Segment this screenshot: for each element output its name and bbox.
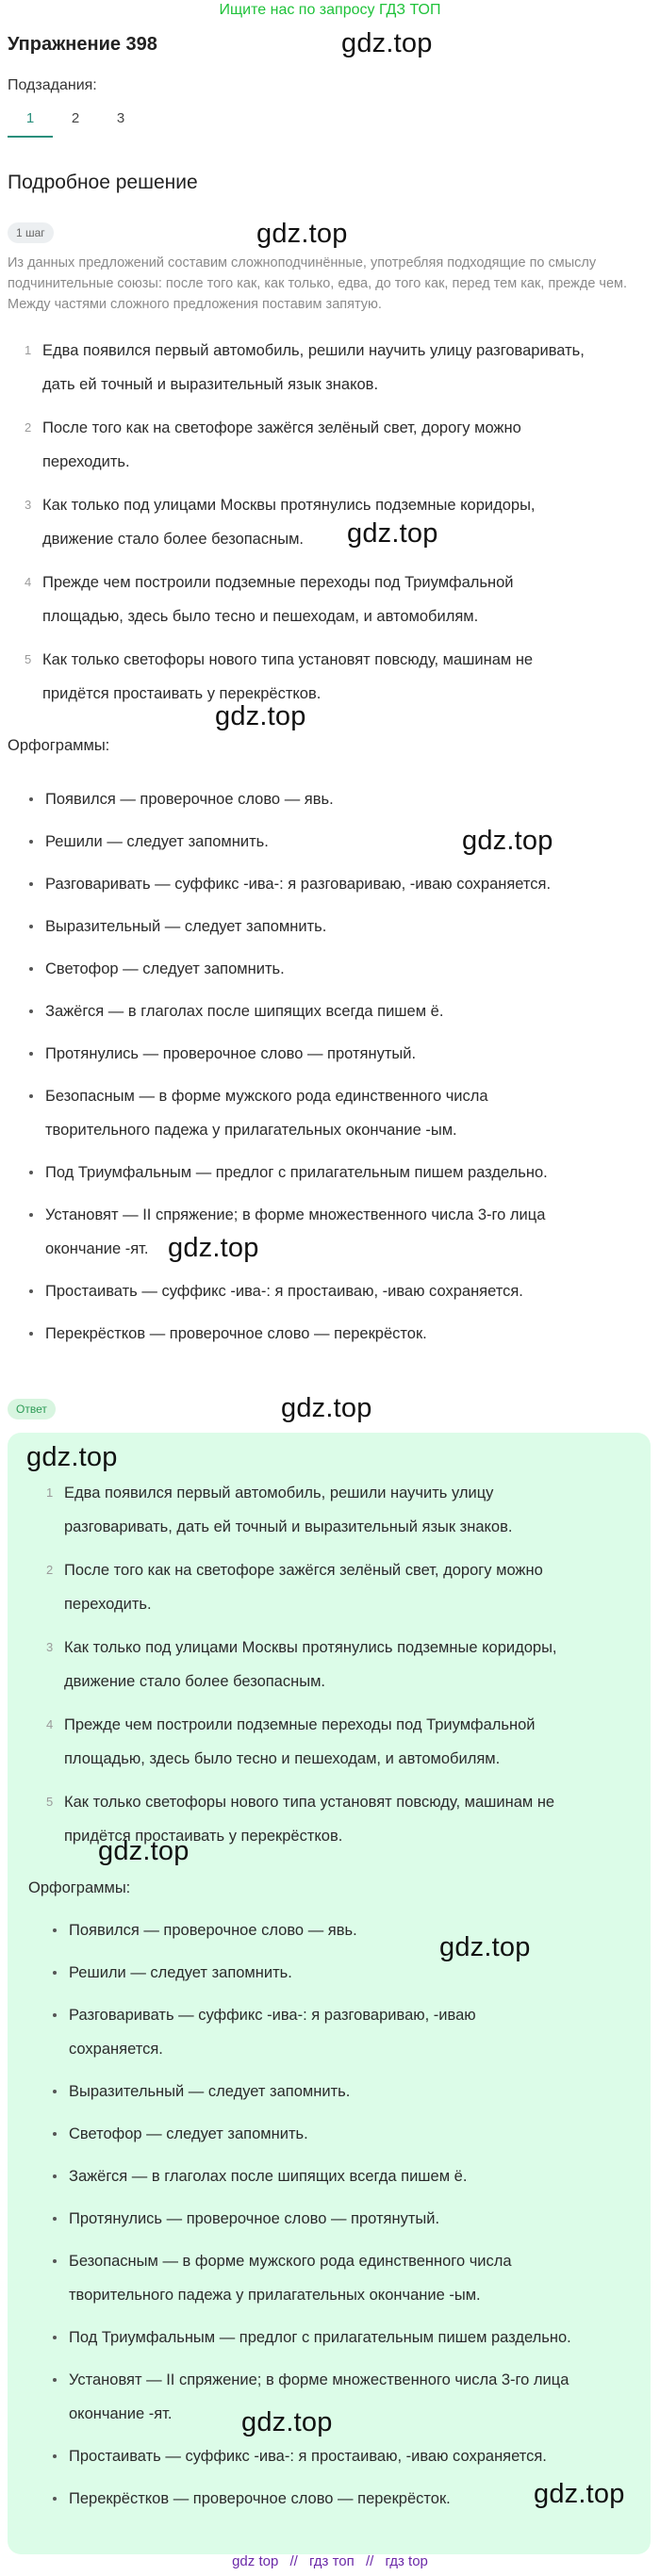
step-badge: 1 шаг: [8, 222, 54, 243]
orthogram-item: [45, 782, 649, 816]
orthogram-item: [69, 2482, 639, 2516]
bullet-icon: [29, 1094, 33, 1098]
solution-heading: Подробное решение: [8, 172, 198, 193]
sentence-line: После того как на светофоре зажёгся зелёный свет, дорогу можно: [42, 419, 521, 436]
orthogram-line: Под Триумфальным — предлог с прилагательным пишем раздельно.: [69, 2329, 571, 2346]
bullet-icon: [29, 1171, 33, 1174]
watermark: gdz.top: [215, 701, 306, 731]
orthogram-line: Выразительный — следует запомнить.: [45, 918, 327, 935]
orthogram-line: Выразительный — следует запомнить.: [69, 2083, 351, 2100]
watermark: gdz.top: [241, 2407, 333, 2437]
sentence-item: [25, 334, 646, 402]
subtask-tab-1[interactable]: 1: [8, 109, 53, 138]
watermark: gdz.top: [98, 1836, 190, 1866]
sentence-line: придётся простаивать у перекрёстков.: [64, 1828, 343, 1845]
orthogram-item: [45, 1079, 649, 1147]
footer-separator: //: [289, 2553, 298, 2569]
orthogram-line: Перекрёстков — проверочное слово — перекрёсток.: [69, 2490, 451, 2507]
subtask-tab-2[interactable]: 2: [71, 110, 80, 126]
sentence-line: Как только под улицами Москвы протянулись подземные коридоры,: [64, 1639, 557, 1656]
sentence-line: движение стало более безопасным.: [64, 1673, 326, 1690]
orthogram-line: Решили — следует запомнить.: [69, 1964, 292, 1981]
orthogram-item: [69, 2202, 639, 2236]
sentence-number: 4: [25, 575, 32, 589]
footer-links: [0, 2551, 660, 2572]
orthogram-item: [69, 2321, 639, 2354]
orthogram-line: Светофор — следует запомнить.: [45, 960, 285, 977]
subtask-tabs: [8, 109, 143, 138]
bullet-icon: [53, 2090, 57, 2093]
answer-sentences: [46, 1476, 639, 1862]
sentence-number: 2: [25, 420, 32, 435]
solution-sentences: [25, 334, 646, 720]
orthogram-line: творительного падежа у прилагательных окончание -ым.: [45, 1122, 457, 1139]
orthogram-item: [69, 2244, 639, 2312]
bullet-icon: [53, 2378, 57, 2382]
sentence-number: 1: [25, 343, 32, 357]
search-banner: Ищите нас по запросу ГДЗ ТОП: [219, 2, 441, 18]
watermark: gdz.top: [462, 826, 553, 856]
bullet-icon: [29, 882, 33, 886]
watermark: gdz.top: [341, 28, 433, 58]
sentence-number: 4: [46, 1717, 54, 1731]
sentence-item: [46, 1708, 639, 1776]
sentence-item: [25, 643, 646, 711]
sentence-number: 5: [46, 1795, 54, 1809]
bullet-icon: [29, 925, 33, 928]
orthogram-item: [45, 910, 649, 943]
sentence-item: [25, 488, 646, 556]
orthogram-line: Протянулись — проверочное слово — протянутый.: [45, 1045, 417, 1062]
footer-link[interactable]: гдз top: [385, 2553, 428, 2569]
bullet-icon: [29, 1052, 33, 1056]
orthogram-line: Безопасным — в форме мужского рода единственного числа: [69, 2253, 512, 2270]
sentence-number: 2: [46, 1563, 54, 1577]
orthogram-line: Перекрёстков — проверочное слово — перекрёсток.: [45, 1325, 427, 1342]
sentence-number: 3: [25, 498, 32, 512]
orthogram-line: сохраняется.: [69, 2041, 163, 2058]
sentence-list: [46, 1476, 639, 1853]
sentence-line: движение стало более безопасным.: [42, 531, 305, 548]
sentence-line: дать ей точный и выразительный язык знаков.: [42, 376, 379, 393]
sentence-line: Прежде чем построили подземные переходы под Триумфальной: [64, 1716, 536, 1733]
orthogram-line: Установят — II спряжение; в форме множественного числа 3-го лица: [69, 2371, 569, 2388]
orthogram-item: [69, 1956, 639, 1990]
watermark: gdz.top: [347, 518, 438, 549]
sentence-line: Едва появился первый автомобиль, решили научить улицу: [64, 1485, 494, 1501]
bullet-icon: [53, 1928, 57, 1932]
orthogram-item: [45, 867, 649, 901]
watermark: gdz.top: [26, 1442, 118, 1472]
orthogram-item: [45, 1274, 649, 1308]
orthogram-line: Установят — II спряжение; в форме множественного числа 3-го лица: [45, 1206, 546, 1223]
sentence-line: Прежде чем построили подземные переходы под Триумфальной: [42, 574, 514, 591]
orthogram-item: [69, 2159, 639, 2193]
orthogram-item: [69, 2439, 639, 2473]
bullet-icon: [53, 2217, 57, 2221]
subtask-tab-3[interactable]: 3: [116, 110, 125, 126]
orthogram-line: Безопасным — в форме мужского рода единственного числа: [45, 1088, 488, 1105]
sentence-number: 1: [46, 1485, 54, 1500]
orthogram-item: [45, 994, 649, 1028]
bullet-icon: [29, 967, 33, 971]
sentence-list: [25, 334, 646, 711]
subtasks-label: Подзадания:: [8, 77, 97, 93]
watermark: gdz.top: [534, 2479, 625, 2509]
orthogram-item: [45, 1156, 649, 1190]
footer-link[interactable]: гдз топ: [309, 2553, 355, 2569]
watermark: gdz.top: [281, 1393, 372, 1423]
orthogram-item: [69, 2075, 639, 2108]
orthogram-line: окончание -ят.: [69, 2405, 173, 2422]
orthograms-label: Орфограммы:: [8, 737, 110, 754]
bullet-icon: [53, 2336, 57, 2339]
sentence-line: Как только под улицами Москвы протянулись подземные коридоры,: [42, 497, 536, 514]
page-title: Упражнение 398: [8, 34, 157, 55]
sentence-line: После того как на светофоре зажёгся зелёный свет, дорогу можно: [64, 1562, 543, 1579]
bullet-icon: [29, 1213, 33, 1217]
orthogram-list: [45, 782, 649, 1351]
orthogram-item: [45, 952, 649, 986]
orthogram-line: Зажёгся — в глаголах после шипящих всегда пишем ё.: [69, 2168, 468, 2185]
bullet-icon: [29, 797, 33, 801]
orthogram-item: [45, 1198, 649, 1266]
answer-box: [8, 1433, 651, 2554]
sentence-number: 3: [46, 1640, 54, 1654]
bullet-icon: [53, 2497, 57, 2501]
sentence-line: разговаривать, дать ей точный и выразительный язык знаков.: [64, 1518, 513, 1535]
sentence-line: площадью, здесь было тесно и пешеходам, и автомобилям.: [42, 608, 479, 625]
orthogram-item: [69, 1998, 639, 2066]
orthogram-list: [69, 1913, 639, 2516]
sentence-item: [46, 1785, 639, 1853]
watermark: gdz.top: [439, 1932, 531, 1962]
orthogram-line: Разговаривать — суффикс -ива-: я разговариваю, -иваю: [69, 2007, 476, 2024]
orthograms-label: Орфограммы:: [28, 1879, 131, 1896]
bullet-icon: [53, 2132, 57, 2136]
sentence-line: Как только светофоры нового типа установят повсюду, машинам не: [64, 1794, 555, 1811]
sentence-line: переходить.: [42, 453, 130, 470]
orthogram-line: Появился — проверочное слово — явь.: [69, 1922, 357, 1939]
sentence-item: [46, 1476, 639, 1544]
solution-intro: Из данных предложений составим сложноподчинённые, употребляя подходящие по смыслу подчинительные союзы: после того как, как только, едва, до того как, перед тем как, прежде чем. Между частями сложного предложения поставим запятую.: [8, 255, 628, 312]
bullet-icon: [29, 1009, 33, 1013]
sentence-number: 5: [25, 652, 32, 666]
orthogram-line: творительного падежа у прилагательных окончание -ым.: [69, 2287, 481, 2304]
answer-badge: Ответ: [8, 1399, 56, 1419]
footer-link[interactable]: gdz top: [232, 2553, 279, 2569]
sentence-item: [46, 1631, 639, 1698]
orthogram-item: [45, 1317, 649, 1351]
sentence-item: [46, 1553, 639, 1621]
sentence-item: [25, 566, 646, 633]
orthogram-line: Решили — следует запомнить.: [45, 833, 269, 850]
orthogram-line: Протянулись — проверочное слово — протянутый.: [69, 2210, 440, 2227]
sentence-line: переходить.: [64, 1596, 152, 1613]
bullet-icon: [53, 2174, 57, 2178]
bullet-icon: [53, 2013, 57, 2017]
orthogram-line: Зажёгся — в глаголах после шипящих всегда пишем ё.: [45, 1003, 444, 1020]
orthogram-item: [69, 1913, 639, 1947]
solution-orthograms: [45, 782, 649, 1359]
sentence-line: придётся простаивать у перекрёстков.: [42, 685, 322, 702]
orthogram-line: Разговаривать — суффикс -ива-: я разговариваю, -иваю сохраняется.: [45, 876, 552, 893]
orthogram-item: [45, 825, 649, 859]
footer-separator: //: [365, 2553, 374, 2569]
orthogram-line: Под Триумфальным — предлог с прилагательным пишем раздельно.: [45, 1164, 548, 1181]
sentence-line: площадью, здесь было тесно и пешеходам, и автомобилям.: [64, 1750, 501, 1767]
orthogram-line: окончание -ят.: [45, 1240, 149, 1257]
sentence-line: Едва появился первый автомобиль, решили научить улицу разговаривать,: [42, 342, 585, 359]
orthogram-line: Простаивать — суффикс -ива-: я простаиваю, -иваю сохраняется.: [45, 1283, 523, 1300]
sentence-item: [25, 411, 646, 479]
orthogram-item: [69, 2117, 639, 2151]
bullet-icon: [53, 2454, 57, 2458]
watermark: gdz.top: [168, 1233, 259, 1263]
orthogram-item: [69, 2363, 639, 2431]
answer-orthograms: [69, 1913, 639, 2524]
orthogram-item: [45, 1037, 649, 1071]
bullet-icon: [53, 1971, 57, 1975]
orthogram-line: Светофор — следует запомнить.: [69, 2125, 308, 2142]
watermark: gdz.top: [256, 219, 348, 249]
bullet-icon: [29, 840, 33, 844]
bullet-icon: [29, 1289, 33, 1293]
orthogram-line: Появился — проверочное слово — явь.: [45, 791, 334, 808]
orthogram-line: Простаивать — суффикс -ива-: я простаиваю, -иваю сохраняется.: [69, 2448, 547, 2465]
bullet-icon: [53, 2259, 57, 2263]
bullet-icon: [29, 1332, 33, 1336]
sentence-line: Как только светофоры нового типа установят повсюду, машинам не: [42, 651, 534, 668]
